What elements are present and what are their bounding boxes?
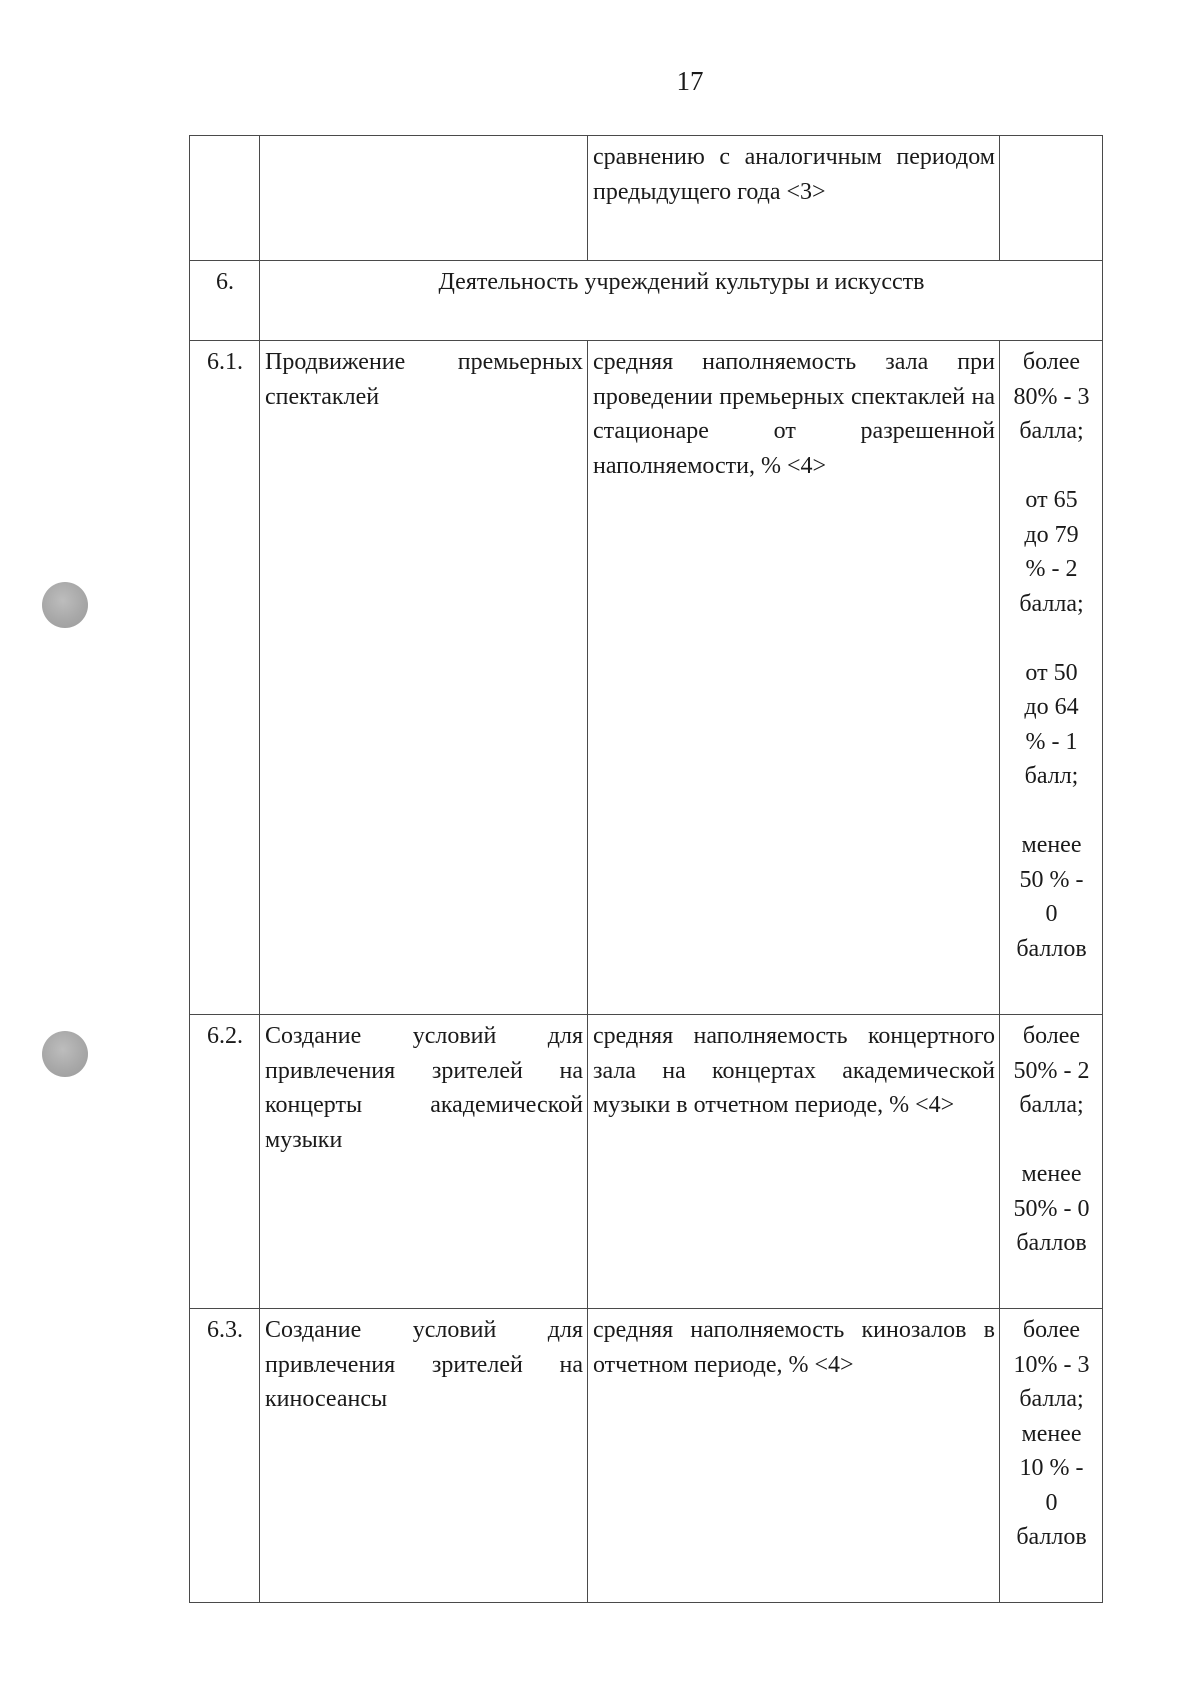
punch-hole-top (42, 582, 88, 628)
punch-hole-bottom (42, 1031, 88, 1077)
cell-indicator: сравнению с аналогичным периодом предыдущего года <3> (588, 136, 1000, 261)
criteria-table (189, 135, 1103, 1603)
row-name: Создание условий для привлечения зрителей на концерты академической музыки (260, 1015, 588, 1309)
row-indicator: средняя наполняемость концертного зала на концертах академической музыки в отчетном периоде, % <4> (588, 1015, 1000, 1309)
row-name: Продвижение премьерных спектаклей (260, 341, 588, 1015)
table-row-section-header (190, 261, 1103, 341)
table-row (190, 1309, 1103, 1603)
section-title: Деятельность учреждений культуры и искусств (260, 261, 1103, 341)
table-row (190, 1015, 1103, 1309)
row-name: Создание условий для привлечения зрителей на киносеансы (260, 1309, 588, 1603)
row-indicator: средняя наполняемость кинозалов в отчетном периоде, % <4> (588, 1309, 1000, 1603)
row-number: 6.2. (190, 1015, 260, 1309)
row-number: 6.1. (190, 341, 260, 1015)
row-score: более 80% - 3 балла; от 65 до 79 % - 2 балла; от 50 до 64 % - 1 балл; менее 50 % - 0 баллов (1000, 341, 1103, 1015)
table-row-continuation (190, 136, 1103, 261)
section-number: 6. (190, 261, 260, 341)
cell-score (1000, 136, 1103, 261)
table-row (190, 341, 1103, 1015)
cell-number (190, 136, 260, 261)
row-score: более 50% - 2 балла; менее 50% - 0 баллов (1000, 1015, 1103, 1309)
cell-name (260, 136, 588, 261)
page-number: 17 (676, 66, 704, 96)
row-score: более 10% - 3 балла; менее 10 % - 0 баллов (1000, 1309, 1103, 1603)
row-number: 6.3. (190, 1309, 260, 1603)
row-indicator: средняя наполняемость зала при проведении премьерных спектаклей на стационаре от разрешенной наполняемости, % <4> (588, 341, 1000, 1015)
